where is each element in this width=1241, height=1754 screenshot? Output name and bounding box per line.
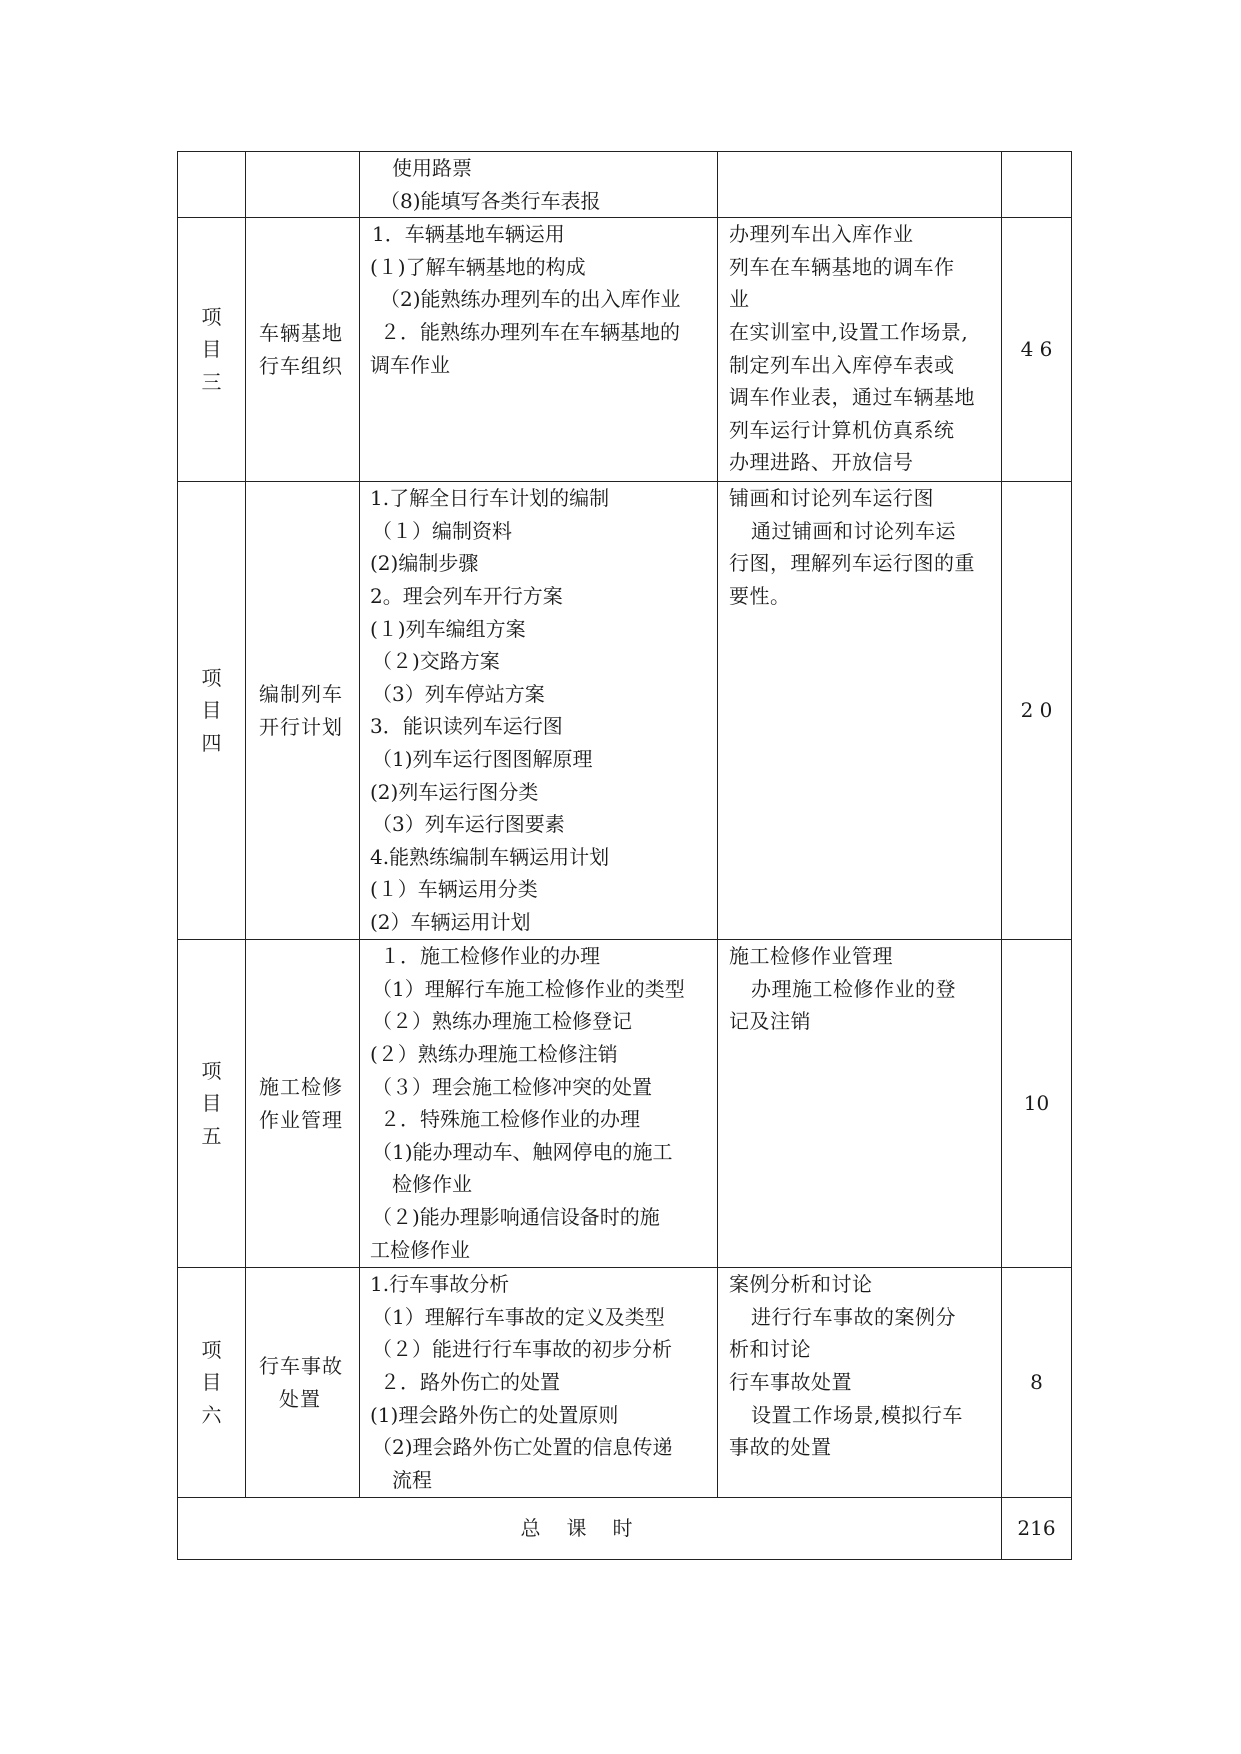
project-label-char: 项 [201,665,222,690]
project-label-char: 项 [201,1058,222,1083]
total-hours: 216 [1002,1498,1072,1560]
project-name-cell [246,152,360,218]
content-line: ２．能熟练办理列车在车辆基地的 [380,319,680,344]
method-line: 进行行车事故的案例分 [751,1304,956,1329]
content-line: 调车作业 [370,352,450,377]
content-line: （１）编制资料 [372,518,512,543]
project-cell [178,1268,246,1498]
method-line: 事故的处置 [729,1435,832,1460]
project-name-cell [246,218,360,482]
hours-cell [1002,152,1072,218]
content-line: 4.能熟练编制车辆运用计划 [370,844,610,869]
project-label-char: 目 [201,1091,222,1116]
project-label-char: 目 [201,698,222,723]
content-cell [360,940,718,1268]
project-name-line: 行车事故 [259,1354,343,1379]
project-name-line: 车辆基地 [259,321,343,346]
content-line: (１）车辆运用分类 [370,877,538,902]
hours-cell: 4 6 [1002,218,1072,482]
method-cell [718,940,1002,1268]
project-cell [178,940,246,1268]
method-line: 办理进路、开放信号 [729,450,914,475]
method-line: 行图，理解列车运行图的重 [729,551,975,576]
content-line: （2)理会路外伤亡处置的信息传递 [372,1435,673,1460]
content-cell [360,482,718,940]
content-line: (１)列车编组方案 [370,616,526,641]
content-line: （3）列车运行图要素 [372,812,565,837]
content-line: 流程 [392,1467,432,1492]
table-row [178,218,1072,482]
project-label-char: 目 [201,337,222,362]
project-name-line: 处置 [279,1386,321,1411]
project-label-char: 四 [201,730,222,755]
content-line: １．施工检修作业的办理 [380,944,600,969]
content-line: 1.了解全日行车计划的编制 [370,486,610,511]
method-cell [718,152,1002,218]
content-line: （8)能填写各类行车表报 [380,188,601,213]
method-line: 要性。 [729,583,791,608]
project-name-line: 行车组织 [259,353,343,378]
content-line: (2)列车运行图分类 [370,779,539,804]
table-row [178,152,1072,218]
content-line: （1）理解行车施工检修作业的类型 [372,976,685,1001]
method-line: 案例分析和讨论 [729,1272,873,1297]
total-label: 总课时 [178,1498,1002,1560]
method-line: 析和讨论 [729,1337,811,1362]
project-name-line: 开行计划 [259,714,343,739]
project-label-char: 五 [201,1123,222,1148]
content-line: 工检修作业 [370,1237,470,1262]
method-line: 设置工作场景,模拟行车 [751,1402,963,1427]
content-line: ２．路外伤亡的处置 [380,1369,560,1394]
table-row [178,482,1072,940]
project-name-line: 编制列车 [259,682,343,707]
content-line: (1)理会路外伤亡的处置原则 [370,1402,619,1427]
project-label-char: 目 [201,1370,222,1395]
project-name-cell [246,940,360,1268]
content-line: （２)交路方案 [372,649,500,674]
hours-cell: 2 0 [1002,482,1072,940]
method-line: 铺画和讨论列车运行图 [729,486,934,511]
project-name-cell [246,482,360,940]
hours-cell: 10 [1002,940,1072,1268]
content-line: （3）列车停站方案 [372,681,545,706]
content-cell [360,1268,718,1498]
total-row [178,1498,1072,1560]
content-line: （２)能办理影响通信设备时的施 [372,1204,660,1229]
content-line: 1．车辆基地车辆运用 [372,222,565,247]
project-label-char: 项 [201,304,222,329]
method-cell [718,218,1002,482]
project-label-char: 三 [201,369,222,394]
content-line: 使用路票 [392,156,472,180]
content-line: 1.行车事故分析 [370,1272,510,1297]
content-line: （2)能熟练办理列车的出入库作业 [380,287,681,312]
content-line: （1)列车运行图图解原理 [372,746,593,771]
method-line: 制定列车出入库停车表或 [729,352,955,377]
method-line: 办理施工检修作业的登 [751,976,956,1001]
content-line: 3．能识读列车运行图 [370,714,563,739]
content-line: （1）理解行车事故的定义及类型 [372,1304,665,1329]
method-line: 行车事故处置 [729,1369,852,1394]
method-line: 在实训室中,设置工作场景, [729,319,969,344]
table-row [178,940,1072,1268]
content-line: （２）熟练办理施工检修登记 [372,1009,632,1034]
method-line: 办理列车出入库作业 [729,222,914,247]
project-label-char: 项 [201,1337,222,1362]
project-name-line: 施工检修 [259,1075,343,1100]
hours-cell: 8 [1002,1268,1072,1498]
content-line: 2。理会列车开行方案 [370,583,563,608]
method-line: 通过铺画和讨论列车运 [751,518,956,543]
method-line: 列车运行计算机仿真系统 [729,417,955,442]
content-line: (2)编制步骤 [370,551,479,576]
method-line: 记及注销 [729,1009,811,1034]
content-line: （３）理会施工检修冲突的处置 [372,1074,652,1099]
content-cell [360,152,718,218]
method-line: 调车作业表，通过车辆基地 [729,385,975,410]
content-line: (２）熟练办理施工检修注销 [370,1041,618,1066]
project-name-cell [246,1268,360,1498]
content-line: （２）能进行行车事故的初步分析 [372,1337,672,1362]
project-label-char: 六 [201,1402,222,1427]
content-cell [360,218,718,482]
method-cell [718,1268,1002,1498]
content-line: (2）车辆运用计划 [370,909,531,934]
method-line: 业 [729,287,750,312]
project-cell [178,482,246,940]
curriculum-table [177,151,1072,1560]
method-line: 列车在车辆基地的调车作 [729,254,955,279]
project-name-line: 作业管理 [259,1107,343,1132]
project-cell [178,218,246,482]
project-cell [178,152,246,218]
table-row [178,1268,1072,1498]
method-cell [718,482,1002,940]
content-line: (１)了解车辆基地的构成 [370,254,586,279]
content-line: 检修作业 [392,1172,472,1197]
content-line: （1)能办理动车、触网停电的施工 [372,1139,673,1164]
content-line: ２．特殊施工检修作业的办理 [380,1107,640,1132]
method-line: 施工检修作业管理 [729,944,893,969]
